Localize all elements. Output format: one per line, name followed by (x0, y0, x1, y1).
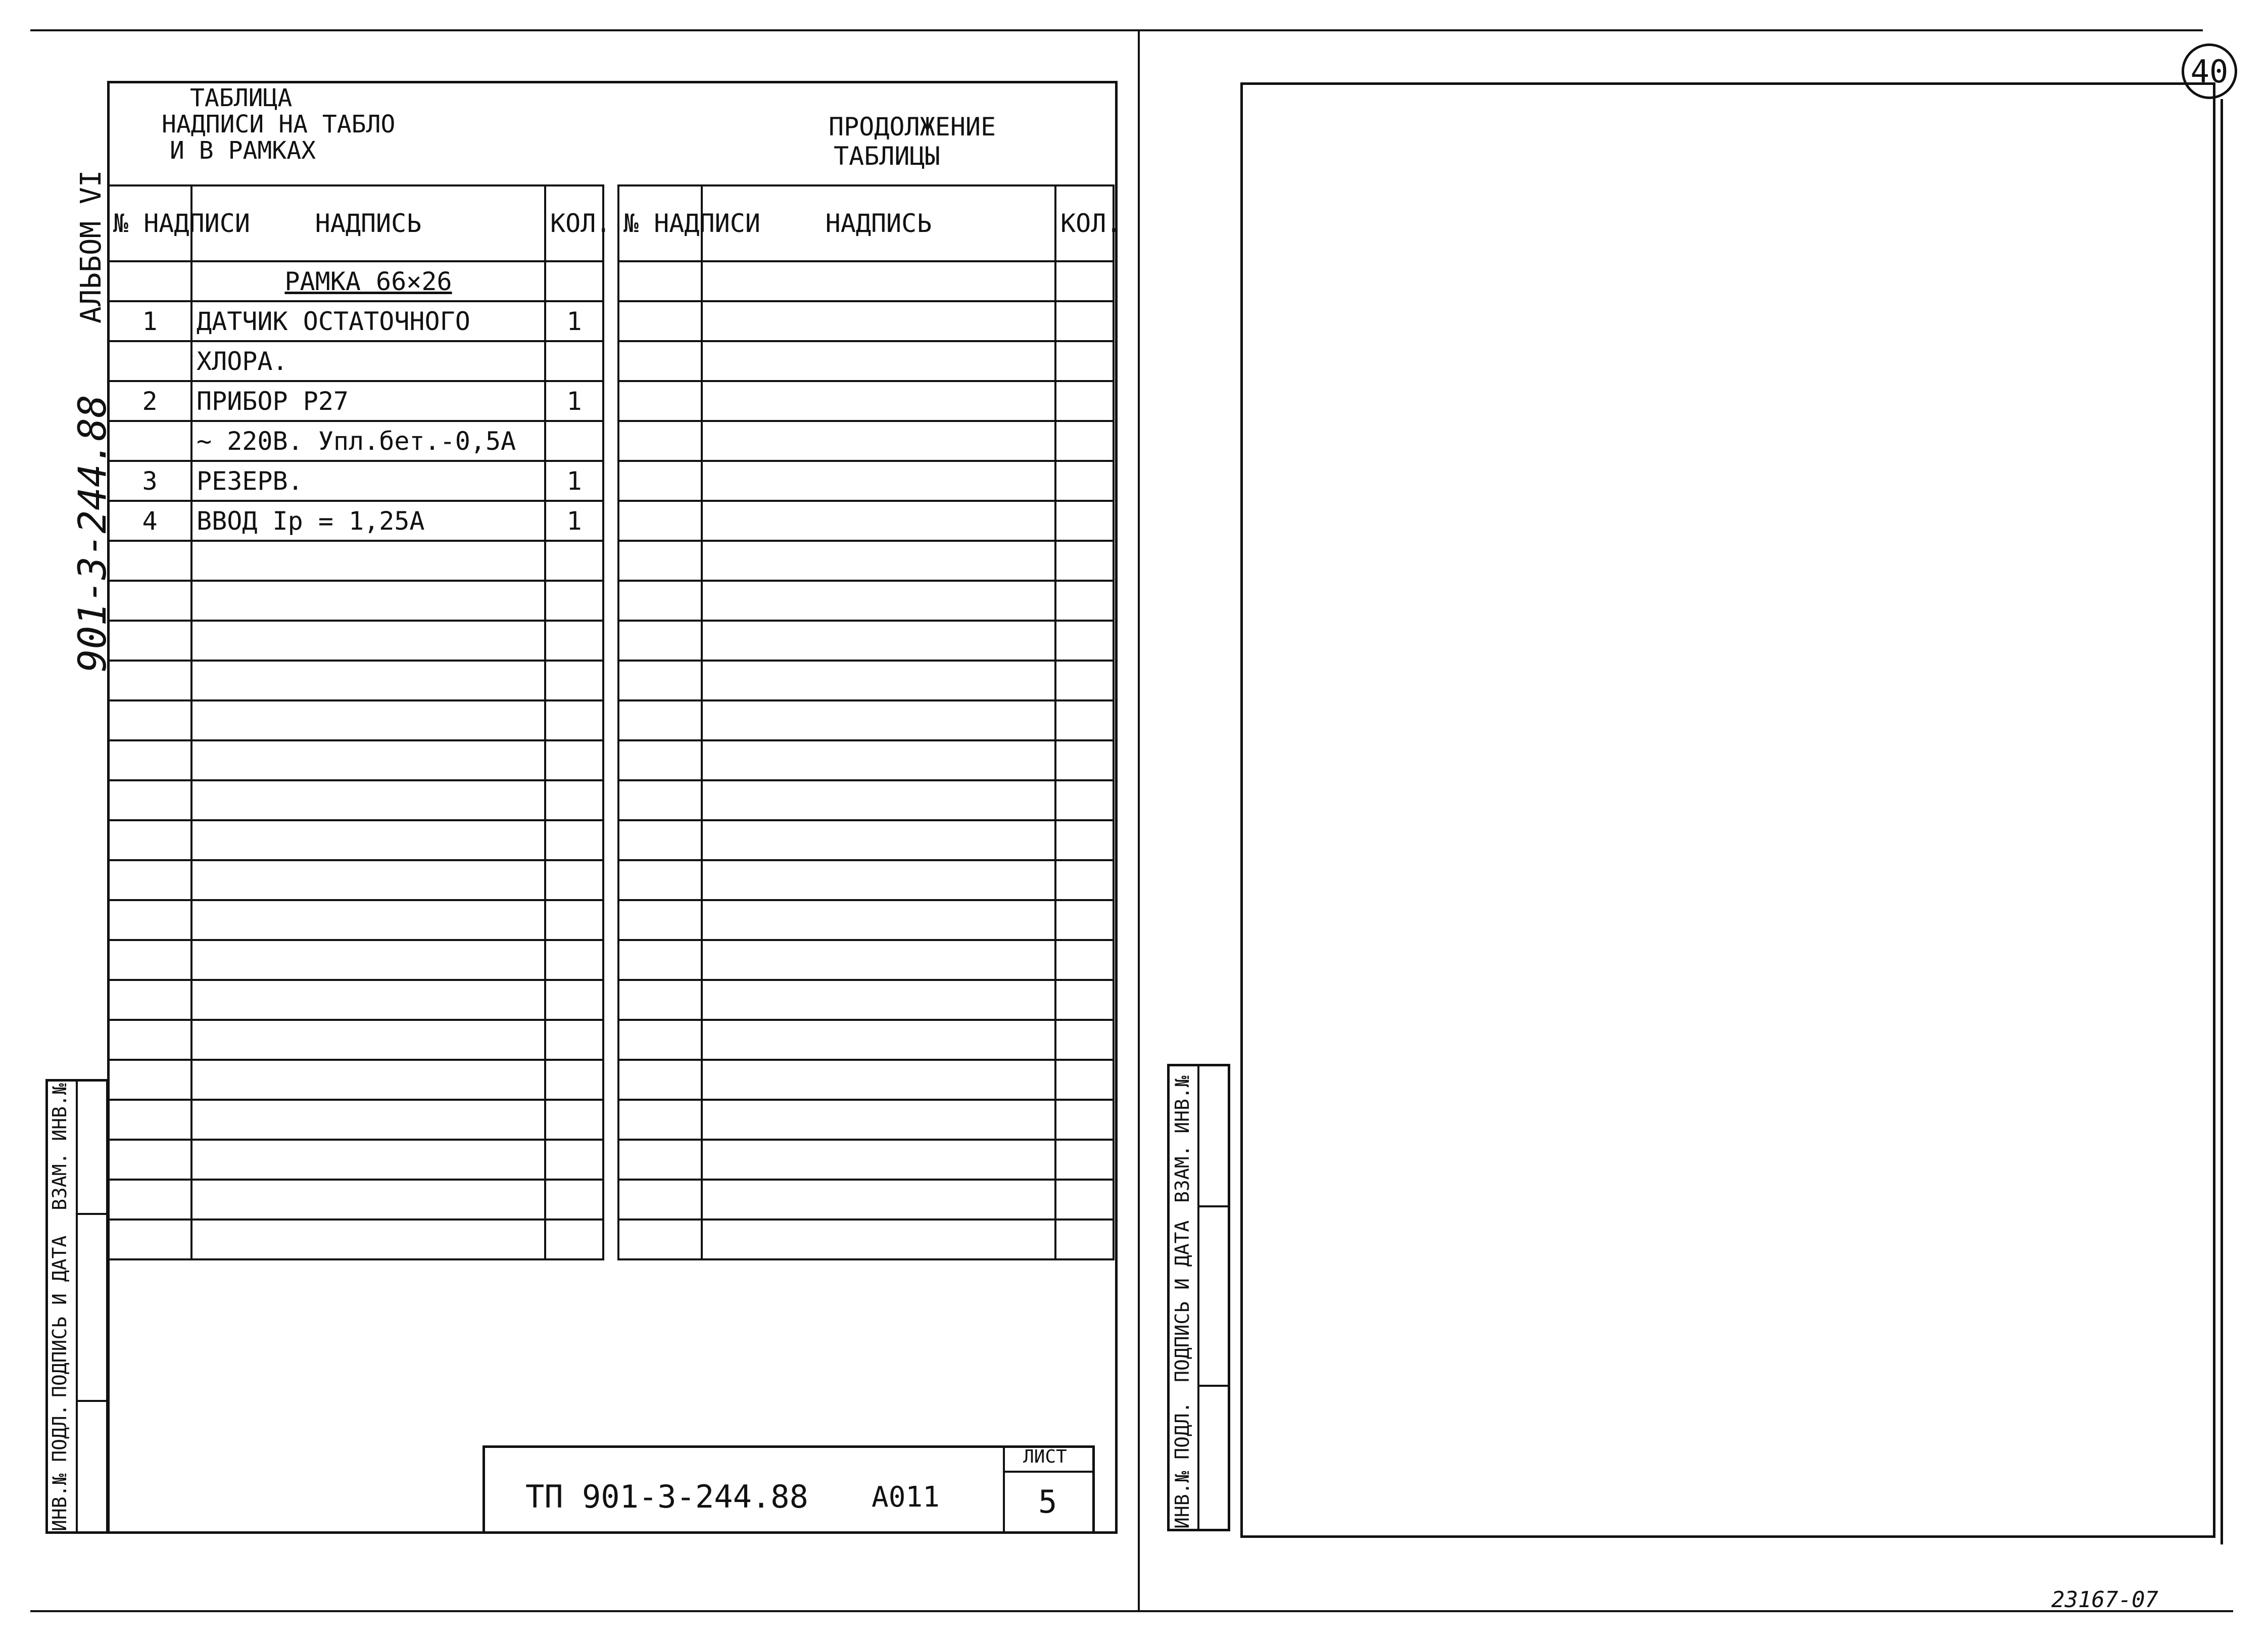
cell-text (191, 740, 545, 780)
table-row (618, 1100, 1114, 1140)
cell-num: 4 (108, 501, 191, 541)
cell-num (108, 740, 191, 780)
cell-num (618, 860, 702, 900)
table-row (618, 900, 1114, 940)
cell-text (702, 301, 1055, 341)
table-row (108, 1140, 603, 1180)
header-qty: КОЛ. (1055, 185, 1114, 261)
cell-text (191, 980, 545, 1020)
table-row (108, 301, 603, 341)
cell-text: ХЛОРА. (191, 341, 545, 381)
cell-text (191, 541, 545, 581)
cell-text (191, 1100, 545, 1140)
cell-qty (1055, 700, 1114, 740)
cell-qty (545, 341, 603, 381)
cell-qty (545, 900, 603, 940)
cell-qty (1055, 900, 1114, 940)
cell-num (108, 940, 191, 980)
cell-qty (545, 621, 603, 661)
cell-text (702, 261, 1055, 301)
cell-num (618, 900, 702, 940)
cell-qty (1055, 1219, 1114, 1259)
header-text: НАДПИСЬ (702, 185, 1055, 261)
cell-qty (1055, 1020, 1114, 1060)
cell-num (108, 1060, 191, 1100)
left-stamp-divider-3 (76, 1400, 107, 1402)
cell-qty: 1 (545, 301, 603, 341)
cell-qty: 1 (545, 501, 603, 541)
cell-text (702, 1140, 1055, 1180)
cell-text (702, 1219, 1055, 1259)
center-fold-line (1138, 29, 1140, 1611)
cell-text (702, 940, 1055, 980)
cell-text: ~ 220В. Упл.бет.-0,5А (191, 421, 545, 461)
table-row (618, 940, 1114, 980)
right-sheet-edge (2221, 99, 2223, 1544)
cell-qty (545, 581, 603, 621)
table-row (618, 700, 1114, 740)
cell-qty (1055, 501, 1114, 541)
cell-qty (1055, 1180, 1114, 1219)
cell-qty (545, 940, 603, 980)
cell-qty (1055, 940, 1114, 980)
cell-num (618, 1100, 702, 1140)
cell-num (108, 1219, 191, 1259)
cell-num (108, 621, 191, 661)
table-row (618, 661, 1114, 700)
right-stamp-label-sign: ПОДПИСЬ И ДАТА (1171, 1220, 1193, 1382)
right-table (617, 184, 1122, 1260)
cell-num (618, 1020, 702, 1060)
table-row (108, 541, 603, 581)
right-table-header (618, 185, 1114, 261)
title-block-divider-h (1003, 1471, 1095, 1473)
cell-text (702, 501, 1055, 541)
project-code-vertical: 901-3-244.88 (70, 394, 115, 672)
title-block-code: ТП 901-3-244.88 (525, 1478, 808, 1515)
table-row (618, 621, 1114, 661)
left-table-header (108, 185, 603, 261)
cell-text (191, 940, 545, 980)
left-table (107, 184, 611, 1260)
cell-text (191, 900, 545, 940)
cell-qty (1055, 1100, 1114, 1140)
cell-text (702, 740, 1055, 780)
cell-text (702, 860, 1055, 900)
table-row (618, 980, 1114, 1020)
cell-qty (545, 740, 603, 780)
cell-text (702, 341, 1055, 381)
table-row (108, 820, 603, 860)
table-row (108, 1060, 603, 1100)
cell-num (618, 1180, 702, 1219)
cell-num (618, 301, 702, 341)
right-stamp-divider-2 (1197, 1205, 1229, 1207)
cell-text (702, 581, 1055, 621)
cell-num (618, 1219, 702, 1259)
table-row (108, 980, 603, 1020)
cell-num (618, 461, 702, 501)
left-title-line-1: ТАБЛИЦА (190, 84, 293, 112)
cell-qty (545, 820, 603, 860)
left-stamp-label-vzam: ВЗАМ. ИНВ.№ (49, 1083, 71, 1210)
cell-qty (545, 860, 603, 900)
table-row (108, 780, 603, 820)
table-row (618, 541, 1114, 581)
cell-text (191, 1180, 545, 1219)
cell-qty (1055, 341, 1114, 381)
table-row (108, 461, 603, 501)
cell-qty (545, 421, 603, 461)
cell-qty: 1 (545, 381, 603, 421)
title-block-sheet-label: ЛИСТ (1023, 1446, 1067, 1467)
table-row (108, 421, 603, 461)
table-row (618, 1219, 1114, 1259)
cell-qty (545, 1140, 603, 1180)
cell-num (618, 261, 702, 301)
table-row (618, 860, 1114, 900)
table-row (108, 501, 603, 541)
table-row (618, 740, 1114, 780)
cell-qty (1055, 980, 1114, 1020)
table-row (618, 820, 1114, 860)
cell-qty (545, 661, 603, 700)
cell-num: 1 (108, 301, 191, 341)
cell-qty (545, 980, 603, 1020)
table-row (108, 341, 603, 381)
cell-num (618, 820, 702, 860)
table-row (108, 1219, 603, 1259)
cell-text (702, 980, 1055, 1020)
cell-text (702, 461, 1055, 501)
table-row (618, 381, 1114, 421)
cell-num (108, 421, 191, 461)
cell-num (618, 780, 702, 820)
cell-text (702, 780, 1055, 820)
cell-text (702, 1060, 1055, 1100)
left-stamp-divider-1 (76, 1079, 78, 1534)
table-row (618, 1060, 1114, 1100)
cell-num (108, 341, 191, 381)
table-row (618, 421, 1114, 461)
table-row (108, 1020, 603, 1060)
left-title-line-2: НАДПИСИ НА ТАБЛО (162, 110, 396, 138)
right-stamp-divider-1 (1197, 1064, 1199, 1531)
cell-num (108, 700, 191, 740)
cell-num (108, 1100, 191, 1140)
cell-text (191, 1020, 545, 1060)
cell-num (108, 860, 191, 900)
cell-num (618, 980, 702, 1020)
cell-qty (1055, 541, 1114, 581)
cell-num (108, 1180, 191, 1219)
table-row (108, 900, 603, 940)
cell-qty (1055, 820, 1114, 860)
table-row (618, 581, 1114, 621)
table-row (618, 341, 1114, 381)
right-title-line-1: ПРОДОЛЖЕНИЕ (829, 112, 996, 142)
cell-qty (545, 1180, 603, 1219)
table-row (618, 1140, 1114, 1180)
table-row (618, 1180, 1114, 1219)
cell-qty (1055, 261, 1114, 301)
cell-num (108, 1140, 191, 1180)
right-table-title (829, 112, 996, 171)
cell-text (191, 1140, 545, 1180)
cell-qty (1055, 301, 1114, 341)
cell-num (108, 980, 191, 1020)
header-qty: КОЛ. (545, 185, 603, 261)
right-stamp-label-vzam: ВЗАМ. ИНВ.№ (1171, 1075, 1193, 1203)
cell-text (702, 820, 1055, 860)
left-stamp-divider-2 (76, 1213, 107, 1215)
cell-text (191, 780, 545, 820)
table-row (108, 261, 603, 301)
cell-num (618, 541, 702, 581)
cell-num (618, 381, 702, 421)
table-row (618, 261, 1114, 301)
right-stamp-divider-3 (1197, 1385, 1229, 1387)
right-stamp-label-inv: ИНВ.№ ПОДЛ. (1171, 1401, 1193, 1529)
cell-text: РАМКА 66×26 (191, 261, 545, 301)
cell-num (618, 581, 702, 621)
album-label: АЛЬБОМ VI (75, 170, 108, 323)
cell-qty (545, 541, 603, 581)
left-title-line-3: И В РАМКАХ (170, 136, 316, 165)
cell-qty (545, 261, 603, 301)
table-row (618, 1020, 1114, 1060)
cell-num (618, 621, 702, 661)
cell-num (618, 940, 702, 980)
cell-qty (1055, 661, 1114, 700)
table-row (108, 1180, 603, 1219)
title-block-divider-v (1003, 1445, 1005, 1534)
table-row (108, 661, 603, 700)
cell-text (702, 381, 1055, 421)
cell-num (618, 501, 702, 541)
table-row (108, 940, 603, 980)
cell-text (702, 1020, 1055, 1060)
cell-qty (1055, 381, 1114, 421)
cell-num (618, 700, 702, 740)
cell-text: ВВОД Iр = 1,25А (191, 501, 545, 541)
cell-qty (545, 1100, 603, 1140)
cell-text (191, 1060, 545, 1100)
cell-text (191, 661, 545, 700)
cell-qty (1055, 740, 1114, 780)
table-row (108, 1100, 603, 1140)
left-table-title (162, 85, 395, 164)
cell-text: РЕЗЕРВ. (191, 461, 545, 501)
cell-num (108, 820, 191, 860)
cell-qty (1055, 1060, 1114, 1100)
cell-qty (545, 1219, 603, 1259)
cell-text (191, 820, 545, 860)
left-stamp-label-sign: ПОДПИСЬ И ДАТА (49, 1235, 71, 1397)
table-row (618, 501, 1114, 541)
table-row (108, 581, 603, 621)
right-sheet-frame (1240, 82, 2215, 1538)
cell-text: ПРИБОР Р27 (191, 381, 545, 421)
cell-num (108, 581, 191, 621)
title-block-mark: А011 (872, 1481, 940, 1514)
cell-num (108, 1020, 191, 1060)
cell-num (108, 261, 191, 301)
cell-num: 2 (108, 381, 191, 421)
cell-num (108, 900, 191, 940)
right-title-line-2: ТАБЛИЦЫ (834, 142, 940, 171)
header-num: № НАДПИСИ (108, 185, 191, 261)
table-row (108, 740, 603, 780)
cell-qty (545, 700, 603, 740)
cell-num (618, 1140, 702, 1180)
cell-num (108, 661, 191, 700)
table-row (618, 780, 1114, 820)
sheet-number: 40 (2190, 53, 2229, 90)
cell-num (618, 341, 702, 381)
cell-text (702, 1100, 1055, 1140)
cell-text (702, 900, 1055, 940)
cell-text (702, 700, 1055, 740)
cell-text (191, 700, 545, 740)
cell-num (108, 780, 191, 820)
bottom-trim-line (30, 1610, 2233, 1612)
cell-qty: 1 (545, 461, 603, 501)
table-row (108, 860, 603, 900)
header-text: НАДПИСЬ (191, 185, 545, 261)
header-num: № НАДПИСИ (618, 185, 702, 261)
cell-text (702, 1180, 1055, 1219)
table-row (108, 381, 603, 421)
cell-qty (1055, 421, 1114, 461)
cell-text (702, 621, 1055, 661)
cell-qty (1055, 780, 1114, 820)
cell-num (618, 1060, 702, 1100)
cell-text: ДАТЧИК ОСТАТОЧНОГО (191, 301, 545, 341)
cell-qty (1055, 581, 1114, 621)
left-stamp-label-inv: ИНВ.№ ПОДЛ. (49, 1404, 71, 1531)
cell-qty (1055, 621, 1114, 661)
cell-qty (1055, 860, 1114, 900)
table-row (108, 621, 603, 661)
cell-qty (545, 780, 603, 820)
cell-text (702, 421, 1055, 461)
table-row (618, 301, 1114, 341)
cell-num (108, 541, 191, 581)
cell-qty (1055, 461, 1114, 501)
top-trim-line (30, 29, 2203, 31)
cell-qty (545, 1020, 603, 1060)
title-block-sheet-value: 5 (1038, 1483, 1057, 1520)
cell-qty (545, 1060, 603, 1100)
table-row (108, 700, 603, 740)
cell-num: 3 (108, 461, 191, 501)
cell-text (702, 541, 1055, 581)
bottom-number: 23167-07 (2051, 1587, 2158, 1613)
cell-num (618, 740, 702, 780)
cell-qty (1055, 1140, 1114, 1180)
cell-text (191, 621, 545, 661)
cell-text (191, 1219, 545, 1259)
cell-num (618, 421, 702, 461)
cell-num (618, 661, 702, 700)
cell-text (191, 581, 545, 621)
table-row (618, 461, 1114, 501)
cell-text (191, 860, 545, 900)
cell-text (702, 661, 1055, 700)
